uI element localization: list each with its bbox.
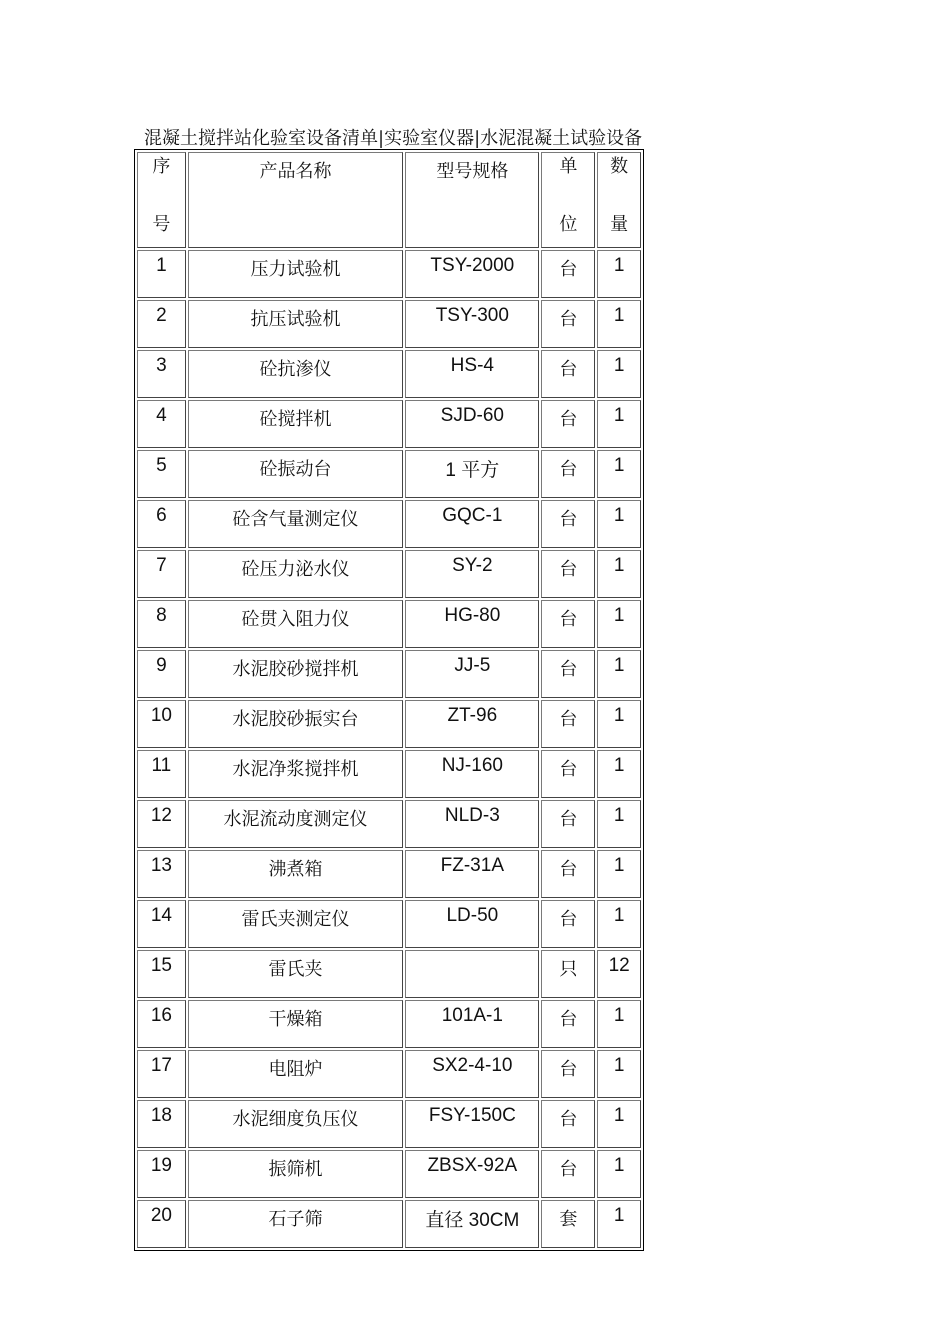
cell-unit: 台	[541, 250, 595, 298]
table-row	[137, 300, 641, 348]
cell-name: 雷氏夹	[188, 950, 403, 998]
cell-qty: 1	[597, 900, 641, 948]
header-no-line1: 序	[152, 156, 171, 177]
cell-no: 1	[137, 250, 186, 298]
cell-unit: 台	[541, 500, 595, 548]
cell-qty: 1	[597, 450, 641, 498]
header-unit-line1: 单	[559, 156, 578, 177]
cell-qty: 1	[597, 1150, 641, 1198]
cell-model: FSY-150C	[405, 1100, 539, 1148]
cell-unit: 台	[541, 750, 595, 798]
cell-unit: 台	[541, 300, 595, 348]
cell-model: FZ-31A	[405, 850, 539, 898]
cell-model: SX2-4-10	[405, 1050, 539, 1098]
header-qty-line1: 数	[610, 156, 629, 177]
cell-qty: 1	[597, 1000, 641, 1048]
cell-unit: 台	[541, 800, 595, 848]
table-row	[137, 400, 641, 448]
cell-model: SY-2	[405, 550, 539, 598]
cell-qty: 1	[597, 600, 641, 648]
cell-no: 10	[137, 700, 186, 748]
cell-unit: 台	[541, 1100, 595, 1148]
table-row	[137, 350, 641, 398]
cell-name: 压力试验机	[188, 250, 403, 298]
cell-qty: 1	[597, 1200, 641, 1248]
cell-unit: 只	[541, 950, 595, 998]
cell-model: NJ-160	[405, 750, 539, 798]
cell-unit: 台	[541, 400, 595, 448]
cell-qty: 1	[597, 850, 641, 898]
cell-model: ZBSX-92A	[405, 1150, 539, 1198]
cell-no: 2	[137, 300, 186, 348]
cell-no: 4	[137, 400, 186, 448]
cell-unit: 台	[541, 700, 595, 748]
cell-qty: 1	[597, 550, 641, 598]
cell-no: 7	[137, 550, 186, 598]
cell-no: 8	[137, 600, 186, 648]
cell-name: 水泥净浆搅拌机	[188, 750, 403, 798]
table-row	[137, 500, 641, 548]
cell-qty: 1	[597, 750, 641, 798]
cell-model: TSY-2000	[405, 250, 539, 298]
cell-model: TSY-300	[405, 300, 539, 348]
cell-qty: 1	[597, 500, 641, 548]
cell-name: 水泥细度负压仪	[188, 1100, 403, 1148]
table-row	[137, 1200, 641, 1248]
cell-unit: 台	[541, 650, 595, 698]
cell-qty: 12	[597, 950, 641, 998]
equipment-table	[134, 149, 644, 1251]
header-qty-line2: 量	[610, 214, 629, 235]
cell-model: 直径 30CM	[405, 1200, 539, 1248]
table-row	[137, 550, 641, 598]
cell-name: 砼抗渗仪	[188, 350, 403, 398]
table-row	[137, 1150, 641, 1198]
table-row	[137, 1100, 641, 1148]
cell-unit: 台	[541, 1150, 595, 1198]
cell-no: 14	[137, 900, 186, 948]
cell-qty: 1	[597, 250, 641, 298]
cell-model: HG-80	[405, 600, 539, 648]
cell-name: 抗压试验机	[188, 300, 403, 348]
cell-model	[405, 950, 539, 998]
cell-model: HS-4	[405, 350, 539, 398]
cell-name: 电阻炉	[188, 1050, 403, 1098]
cell-no: 6	[137, 500, 186, 548]
cell-no: 15	[137, 950, 186, 998]
table-row	[137, 1000, 641, 1048]
cell-unit: 台	[541, 1050, 595, 1098]
cell-qty: 1	[597, 350, 641, 398]
cell-name: 砼压力泌水仪	[188, 550, 403, 598]
cell-name: 雷氏夹测定仪	[188, 900, 403, 948]
cell-name: 石子筛	[188, 1200, 403, 1248]
cell-no: 11	[137, 750, 186, 798]
cell-unit: 台	[541, 550, 595, 598]
cell-qty: 1	[597, 1050, 641, 1098]
table-row	[137, 850, 641, 898]
table-row	[137, 600, 641, 648]
cell-no: 9	[137, 650, 186, 698]
page-title: 混凝土搅拌站化验室设备清单|实验室仪器|水泥混凝土试验设备	[144, 128, 643, 149]
cell-name: 砼含气量测定仪	[188, 500, 403, 548]
cell-unit: 台	[541, 600, 595, 648]
cell-model: SJD-60	[405, 400, 539, 448]
table-header-row	[137, 152, 641, 248]
table-row	[137, 450, 641, 498]
cell-model: LD-50	[405, 900, 539, 948]
header-unit-line2: 位	[559, 214, 578, 235]
cell-unit: 台	[541, 900, 595, 948]
cell-name: 水泥胶砂搅拌机	[188, 650, 403, 698]
header-unit	[541, 152, 595, 248]
cell-no: 18	[137, 1100, 186, 1148]
cell-qty: 1	[597, 800, 641, 848]
cell-unit: 台	[541, 850, 595, 898]
table-row	[137, 1050, 641, 1098]
table-row	[137, 800, 641, 848]
cell-model: JJ-5	[405, 650, 539, 698]
cell-model: ZT-96	[405, 700, 539, 748]
cell-no: 19	[137, 1150, 186, 1198]
cell-qty: 1	[597, 1100, 641, 1148]
cell-name: 沸煮箱	[188, 850, 403, 898]
cell-name: 干燥箱	[188, 1000, 403, 1048]
cell-name: 砼振动台	[188, 450, 403, 498]
cell-model: GQC-1	[405, 500, 539, 548]
cell-qty: 1	[597, 400, 641, 448]
cell-model: NLD-3	[405, 800, 539, 848]
table-row	[137, 700, 641, 748]
header-no	[137, 152, 186, 248]
cell-qty: 1	[597, 300, 641, 348]
cell-no: 12	[137, 800, 186, 848]
table-row	[137, 750, 641, 798]
cell-name: 砼贯入阻力仪	[188, 600, 403, 648]
cell-qty: 1	[597, 700, 641, 748]
table-row	[137, 250, 641, 298]
cell-unit: 台	[541, 1000, 595, 1048]
cell-qty: 1	[597, 650, 641, 698]
header-model: 型号规格	[405, 152, 539, 248]
cell-name: 振筛机	[188, 1150, 403, 1198]
cell-unit: 台	[541, 450, 595, 498]
cell-name: 水泥胶砂振实台	[188, 700, 403, 748]
cell-no: 20	[137, 1200, 186, 1248]
cell-no: 5	[137, 450, 186, 498]
cell-unit: 台	[541, 350, 595, 398]
header-no-line2: 号	[152, 214, 171, 235]
cell-model: 101A-1	[405, 1000, 539, 1048]
cell-no: 17	[137, 1050, 186, 1098]
header-name: 产品名称	[188, 152, 403, 248]
cell-name: 水泥流动度测定仪	[188, 800, 403, 848]
cell-no: 13	[137, 850, 186, 898]
cell-model: 1 平方	[405, 450, 539, 498]
cell-unit: 套	[541, 1200, 595, 1248]
table-row	[137, 900, 641, 948]
cell-no: 3	[137, 350, 186, 398]
table-row	[137, 950, 641, 998]
cell-no: 16	[137, 1000, 186, 1048]
header-qty	[597, 152, 641, 248]
table-row	[137, 650, 641, 698]
cell-name: 砼搅拌机	[188, 400, 403, 448]
